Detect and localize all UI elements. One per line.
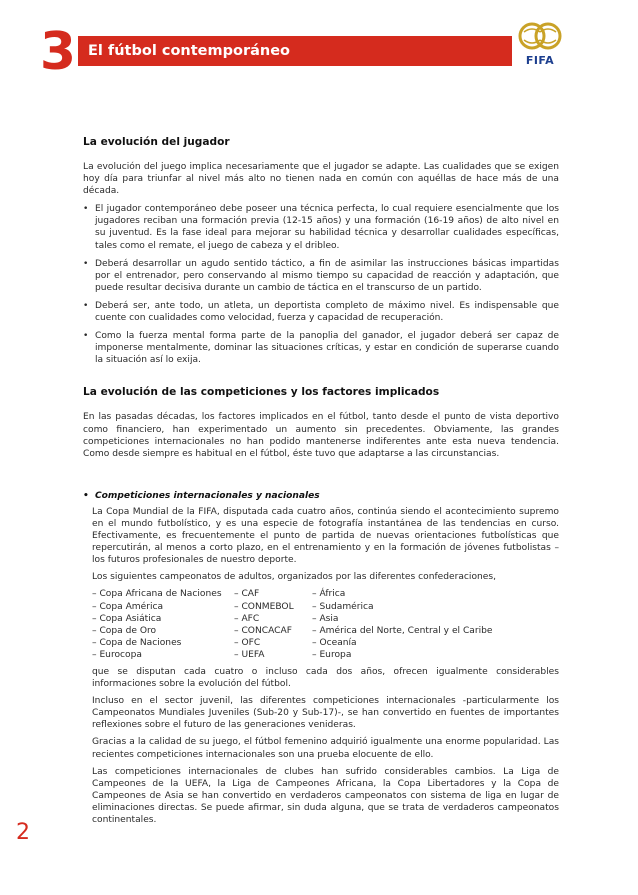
table-row — [92, 625, 559, 637]
fifa-globe-icon — [514, 20, 566, 54]
list-item: • Deberá desarrollar un agudo sentido táctico, a fin de asimilar las instrucciones básicas impartidas por el entrenador, pero conservando al mismo tiempo su capacidad de reacción y adaptación, que puede resultar decisiva durante un cambio de táctica en el transcurso de un partido. — [83, 258, 559, 294]
fifa-logo — [514, 20, 566, 70]
paragraph: Los siguientes campeonatos de adultos, organizados por las diferentes confederaciones, — [92, 572, 497, 583]
table-row — [92, 613, 559, 625]
competition-name: – Copa Africana de Naciones — [92, 589, 222, 600]
subheading-competitions: • Competiciones internacionales y nacionales — [83, 490, 559, 502]
competitions-table — [92, 588, 559, 661]
player-qualities-list — [83, 203, 559, 366]
paragraph: Incluso en el sector juvenil, las diferentes competiciones internacionales -particularmente los Campeonatos Mundiales Juveniles (Sub-20 y Sub-17)-, se han convertido en fuentes de importantes reflexiones sobre el futuro de las generaciones venideras. — [92, 696, 559, 731]
competition-name: – Copa América — [92, 601, 164, 612]
table-row — [92, 649, 559, 661]
list-item: • Como la fuerza mental forma parte de la panoplia del ganador, el jugador deberá ser capaz de imponerse mentalmente, dominar las situaciones críticas, y estar en condición de superarse cuando la situación así lo exija. — [83, 330, 559, 366]
section-heading-competitions: La evolución de las competiciones y los factores implicados — [83, 386, 440, 399]
competition-name: – Copa de Naciones — [92, 637, 182, 648]
section-intro-competitions: En las pasadas décadas, los factores implicados en el fútbol, tanto desde el punto de vista deportivo como financiero, han experimentado un aumento sin precedentes. Obviamente, las grandes competiciones internacionales no han podido mantenerse indiferentes ante esta nueva tendencia. Como desde siempre es habitual en el fútbol, éste tuvo que adaptarse a las circunstancias. — [83, 412, 559, 459]
competition-name: – Copa Asiática — [92, 613, 162, 624]
confederation: – CONMEBOL — [234, 601, 294, 612]
region: – Asia — [312, 613, 339, 624]
paragraph: que se disputan cada cuatro o incluso cada dos años, ofrecen igualmente considerables informaciones sobre la evolución del fútbol. — [92, 667, 559, 690]
paragraph: Las competiciones internacionales de clubes han sufrido considerables cambios. La Liga de Campeones de la UEFA, la Liga de Campeones Africana, la Copa Libertadores y la Copa de Campeones de Asia se han convertido en verdaderos campeonatos con sistema de liga en lugar de eliminaciones directas. Se puede afirmar, sin duda alguna, que se trata de verdaderos campeonatos continentales. — [92, 766, 559, 826]
confederation: – AFC — [234, 613, 260, 624]
list-item: • El jugador contemporáneo debe poseer una técnica perfecta, lo cual requiere esencialmente que los jugadores reciban una formación previa (12-15 años) y una formación (16-19 años) de alto nivel en su juventud. Es la fase ideal para mejorar su habilidad técnica y desarrollar cualidades específicas, tales como el remate, el juego de cabeza y el dribleo. — [83, 203, 559, 251]
confederation: – UEFA — [234, 649, 265, 660]
confederation: – CONCACAF — [234, 625, 292, 636]
section-intro-player: La evolución del juego implica necesariamente que el jugador se adapte. Las cualidades que se exigen hoy día para triunfar al nivel más alto no tienen nada en común con aquéllas de hace más de una década. — [83, 162, 559, 197]
competitions-body — [83, 506, 559, 826]
page-number: 2 — [16, 820, 30, 845]
region: – Oceanía — [312, 637, 357, 648]
page-content — [83, 135, 559, 826]
paragraph: La Copa Mundial de la FIFA, disputada cada cuatro años, continúa siendo el acontecimiento supremo en el mundo futbolístico, y es una especie de fotografía instantánea de las tendencias en curso. Efectivamente, es frecuentemente el punto de partida de nuevas orientaciones futbolísticas que repercutirán, al menos a corto plazo, en el entrenamiento y en la formación de jóvenes futbolistas – los futuros profesionales de nuestro deporte. — [92, 506, 559, 566]
fifa-logo-text: FIFA — [525, 54, 555, 67]
competition-name: – Copa de Oro — [92, 625, 157, 636]
table-row — [92, 588, 559, 600]
confederation: – OFC — [234, 637, 261, 648]
list-item: • Deberá ser, ante todo, un atleta, un deportista completo de máximo nivel. Es indispensable que cuente con cualidades como velocidad, fuerza y capacidad de recuperación. — [83, 300, 559, 324]
region: – América del Norte, Central y el Caribe — [312, 625, 493, 636]
chapter-number: 3 — [39, 22, 77, 82]
confederation: – CAF — [234, 589, 260, 600]
competition-name: – Eurocopa — [92, 649, 142, 660]
table-row — [92, 637, 559, 649]
region: – África — [312, 589, 346, 600]
chapter-title: El fútbol contemporáneo — [88, 43, 290, 59]
chapter-title-bar — [78, 36, 512, 66]
region: – Europa — [312, 649, 352, 660]
section-heading-player: La evolución del jugador — [83, 136, 230, 148]
table-row — [92, 601, 559, 613]
region: – Sudamérica — [312, 601, 374, 612]
paragraph: Gracias a la calidad de su juego, el fútbol femenino adquirió igualmente una enorme popularidad. Las recientes competiciones internacionales son una prueba elocuente de ello. — [92, 737, 559, 760]
